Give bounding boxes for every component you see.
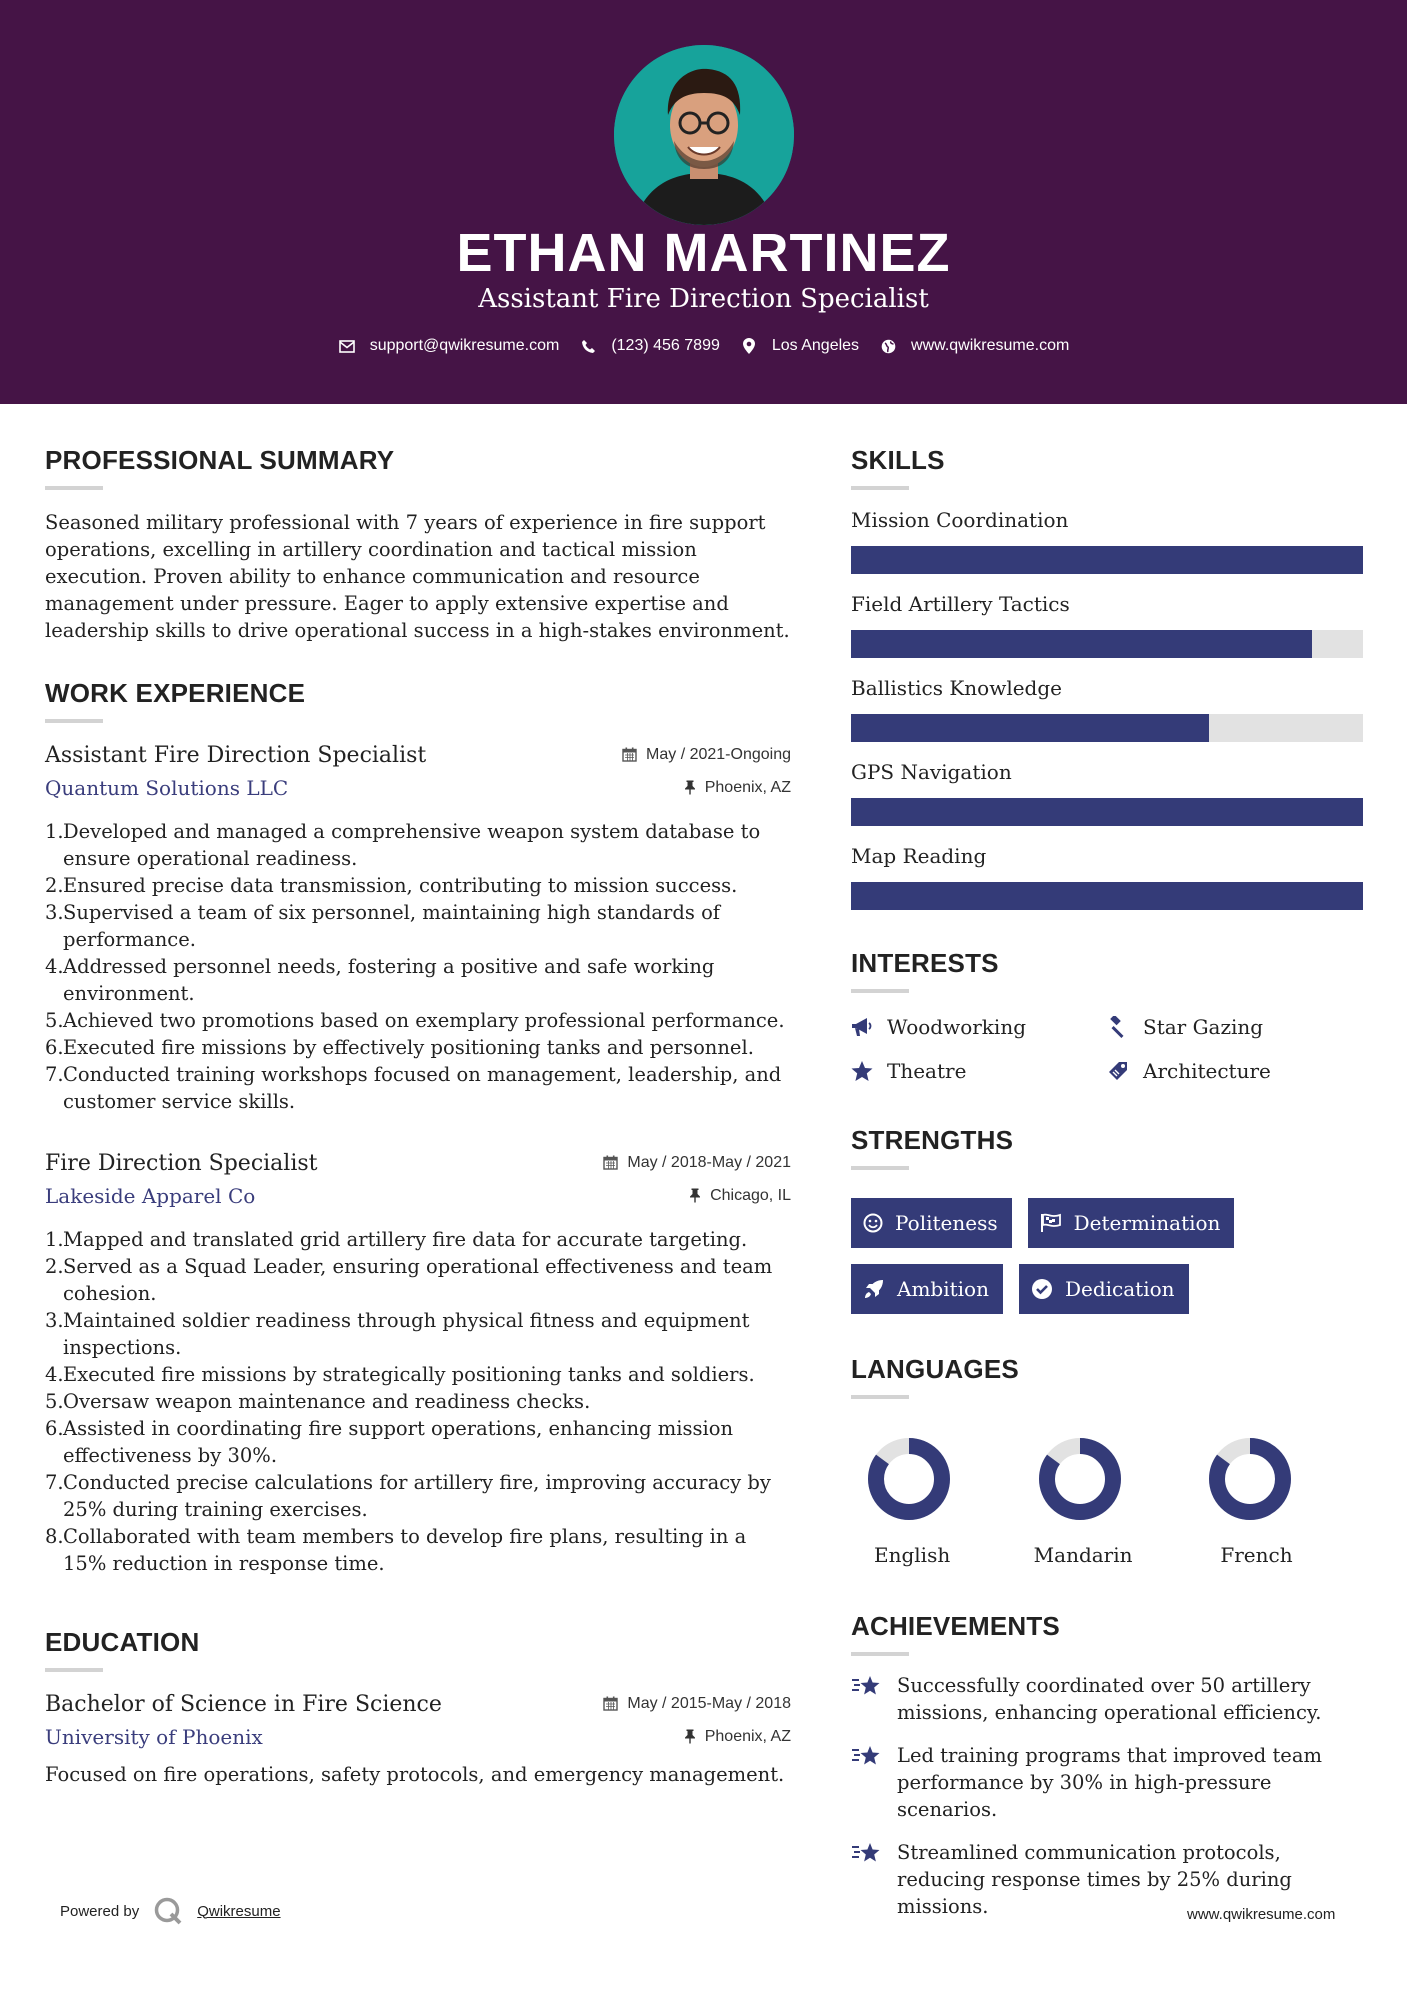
section-title: WORK EXPERIENCE: [45, 678, 306, 708]
language-name: French: [1220, 1543, 1293, 1567]
language-donut: [1202, 1435, 1302, 1525]
school-name: University of Phoenix: [45, 1725, 263, 1749]
contact-phone-text: (123) 456 7899: [611, 337, 720, 354]
degree-title: Bachelor of Science in Fire Science: [45, 1692, 442, 1717]
skill-bar-fill: [851, 882, 1363, 910]
skills-section: [851, 445, 1363, 910]
skill-bar: [851, 546, 1363, 574]
list-item: 8. Collaborated with team members to develop fire plans, resulting in a 15% reduction in response time.: [45, 1525, 747, 1575]
company-name: Quantum Solutions LLC: [45, 776, 289, 800]
list-item: 6. Assisted in coordinating fire support operations, enhancing mission effectiveness by 30%.: [45, 1417, 734, 1467]
map-pin-icon: [740, 337, 758, 355]
powered-by-label: Powered by: [60, 1902, 140, 1920]
interests-section: [851, 948, 1363, 1083]
candidate-name: ETHAN MARTINEZ: [456, 223, 951, 283]
rocket-icon: [863, 1278, 885, 1300]
job-dates: May / 2021-Ongoing: [622, 746, 791, 764]
education-description: Focused on fire operations, safety protocols, and emergency management.: [45, 1763, 785, 1786]
section-title: LANGUAGES: [851, 1354, 1019, 1384]
job-bullets: [45, 1226, 791, 1577]
envelope-icon: [338, 337, 356, 355]
skill-item: [851, 508, 1363, 574]
strength-tag: Ambition: [851, 1264, 1003, 1314]
section-title: STRENGTHS: [851, 1125, 1014, 1155]
contact-website-text: www.qwikresume.com: [911, 337, 1070, 354]
education-location: Phoenix, AZ: [684, 1728, 791, 1746]
shooting-star-icon: [851, 1744, 883, 1771]
section-title: SKILLS: [851, 445, 945, 475]
skill-bar-fill: [851, 630, 1312, 658]
candidate-title: Assistant Fire Direction Specialist: [478, 284, 929, 314]
person-portrait-icon: [614, 45, 794, 225]
list-item: 2. Served as a Squad Leader, ensuring operational effectiveness and team cohesion.: [45, 1255, 773, 1305]
job-title: Assistant Fire Direction Specialist: [45, 743, 427, 768]
flag-icon: [1040, 1213, 1062, 1233]
job-title: Fire Direction Specialist: [45, 1151, 318, 1176]
interest-item: Star Gazing: [1107, 1015, 1363, 1039]
list-item: 1. Mapped and translated grid artillery fire data for accurate targeting.: [45, 1228, 748, 1251]
phone-icon: [579, 337, 597, 355]
job-entry: [45, 1151, 791, 1577]
calendar-icon: [603, 1155, 618, 1170]
skill-bar-fill: [851, 546, 1363, 574]
pushpin-icon: [689, 1188, 701, 1203]
job-entry: [45, 743, 791, 1115]
skill-bar: [851, 798, 1363, 826]
globe-icon: [879, 337, 897, 355]
list-item: 4. Executed fire missions by strategically positioning tanks and soldiers.: [45, 1363, 755, 1386]
contact-location-text: Los Angeles: [771, 337, 860, 354]
smile-icon: [863, 1213, 883, 1233]
skill-bar: [851, 714, 1363, 742]
list-item: 7. Conducted training workshops focused on management, leadership, and customer service skills.: [45, 1063, 782, 1113]
section-divider: [851, 486, 909, 490]
strength-tag: Politeness: [851, 1198, 1012, 1248]
section-title: INTERESTS: [851, 948, 999, 978]
list-item: 4. Addressed personnel needs, fostering a positive and safe working environment.: [45, 955, 715, 1005]
list-item: 3. Supervised a team of six personnel, maintaining high standards of performance.: [45, 901, 721, 951]
qwikresume-logo-icon: [153, 1896, 183, 1926]
skill-item: [851, 844, 1363, 910]
section-divider: [851, 1395, 909, 1399]
language-item: [1192, 1435, 1363, 1567]
job-location: Chicago, IL: [689, 1187, 791, 1205]
calendar-icon: [622, 747, 637, 762]
company-name: Lakeside Apparel Co: [45, 1184, 256, 1208]
skill-name: Map Reading: [851, 844, 987, 868]
education-dates: May / 2015-May / 2018: [603, 1695, 791, 1713]
profile-photo: [614, 45, 794, 225]
language-name: English: [874, 1543, 951, 1567]
powered-by: [60, 1896, 281, 1926]
language-donut: [861, 1435, 961, 1525]
interest-item: Woodworking: [851, 1015, 1107, 1039]
language-item: [1022, 1435, 1193, 1567]
job-dates: May / 2018-May / 2021: [603, 1154, 791, 1172]
section-title: PROFESSIONAL SUMMARY: [45, 445, 395, 475]
contact-website[interactable]: [879, 337, 1069, 355]
star-icon: [851, 1060, 873, 1082]
strength-tag: Determination: [1028, 1198, 1235, 1248]
strengths-section: [851, 1125, 1363, 1314]
summary-section: [45, 445, 791, 644]
resume-header: [0, 0, 1407, 404]
languages-section: [851, 1354, 1363, 1567]
contact-location: [740, 337, 859, 355]
list-item: 1. Developed and managed a comprehensive weapon system database to ensure operational readiness.: [45, 820, 761, 870]
section-divider: [851, 989, 909, 993]
skill-item: [851, 676, 1363, 742]
language-donut: [1032, 1435, 1132, 1525]
skill-name: Mission Coordination: [851, 508, 1069, 532]
job-location: Phoenix, AZ: [684, 779, 791, 797]
left-column: [45, 445, 791, 1788]
skill-item: [851, 760, 1363, 826]
language-item: [851, 1435, 1022, 1567]
experience-section: [45, 678, 791, 1577]
skill-bar: [851, 882, 1363, 910]
tag-icon: [1107, 1060, 1129, 1082]
achievement-item: Streamlined communication protocols, reducing response times by 25% during missions.: [851, 1839, 1363, 1920]
list-item: 2. Ensured precise data transmission, contributing to mission success.: [45, 874, 738, 897]
megaphone-icon: [851, 1016, 873, 1038]
achievements-section: [851, 1611, 1363, 1920]
summary-text: Seasoned military professional with 7 years of experience in fire support operations, excelling in artillery coordination and tactical mission execution. Proven ability to enhance communication and resource management under pressure. Eager to apply extensive expertise and leadership skills to drive operational success in a high-stakes environment.: [45, 511, 790, 642]
section-divider: [851, 1166, 909, 1170]
list-item: 5. Oversaw weapon maintenance and readiness checks.: [45, 1390, 591, 1413]
language-name: Mandarin: [1033, 1543, 1133, 1567]
skill-name: Ballistics Knowledge: [851, 676, 1062, 700]
skill-name: GPS Navigation: [851, 760, 1012, 784]
list-item: 7. Conducted precise calculations for artillery fire, improving accuracy by 25% during training exercises.: [45, 1471, 771, 1521]
contact-phone[interactable]: [579, 337, 720, 355]
shooting-star-icon: [851, 1841, 883, 1868]
pushpin-icon: [684, 780, 696, 795]
list-item: 3. Maintained soldier readiness through physical fitness and equipment inspections.: [45, 1309, 750, 1359]
section-title: EDUCATION: [45, 1627, 200, 1657]
section-divider: [45, 486, 103, 490]
skill-bar: [851, 630, 1363, 658]
section-title: ACHIEVEMENTS: [851, 1611, 1060, 1641]
check-circle-icon: [1031, 1278, 1053, 1300]
list-item: 5. Achieved two promotions based on exemplary professional performance.: [45, 1009, 785, 1032]
footer-website[interactable]: www.qwikresume.com: [1187, 1906, 1336, 1923]
contact-email-text: support@qwikresume.com: [369, 337, 560, 354]
calendar-icon: [603, 1696, 618, 1711]
education-entry: [45, 1692, 791, 1788]
skill-bar-fill: [851, 798, 1363, 826]
right-column: [851, 445, 1363, 1920]
skill-item: [851, 592, 1363, 658]
shooting-star-icon: [851, 1674, 883, 1701]
section-divider: [45, 1668, 103, 1672]
interest-item: Architecture: [1107, 1059, 1363, 1083]
achievement-item: Led training programs that improved team performance by 30% in high-pressure scenarios.: [851, 1742, 1363, 1823]
interest-item: Theatre: [851, 1059, 1107, 1083]
gavel-icon: [1107, 1016, 1129, 1038]
section-divider: [45, 719, 103, 723]
job-bullets: [45, 818, 791, 1115]
contact-bar: [0, 337, 1407, 355]
list-item: 6. Executed fire missions by effectively positioning tanks and personnel.: [45, 1036, 754, 1059]
section-divider: [851, 1652, 909, 1656]
achievement-item: Successfully coordinated over 50 artillery missions, enhancing operational efficiency.: [851, 1672, 1363, 1726]
brand-link[interactable]: Qwikresume: [197, 1902, 281, 1920]
contact-email[interactable]: [338, 337, 560, 355]
skill-bar-fill: [851, 714, 1209, 742]
strength-tag: Dedication: [1019, 1264, 1189, 1314]
skill-name: Field Artillery Tactics: [851, 592, 1070, 616]
education-section: [45, 1627, 791, 1788]
pushpin-icon: [684, 1729, 696, 1744]
